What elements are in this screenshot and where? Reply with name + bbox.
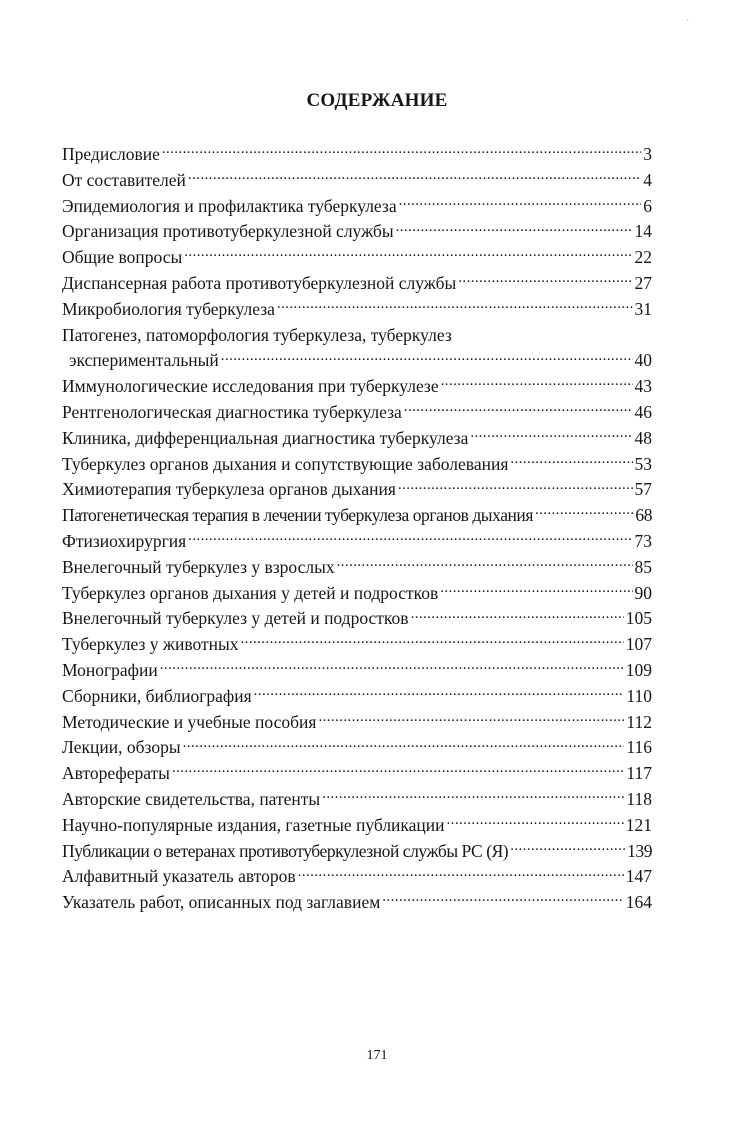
toc-entry-page: 27 — [634, 272, 652, 293]
toc-entry-label: Внелегочный туберкулез у взрослых — [62, 556, 335, 577]
toc-leader-dots — [402, 400, 633, 418]
toc-entry[interactable] — [62, 245, 652, 271]
toc-entry-label: От составителей — [62, 169, 186, 190]
toc-entry-page: 121 — [625, 814, 652, 835]
toc-entry[interactable] — [62, 452, 652, 478]
toc-entry[interactable] — [62, 297, 652, 323]
toc-entry-label: Туберкулез органов дыхания и сопутствующие заболевания — [62, 453, 509, 474]
toc-entry[interactable] — [62, 684, 652, 710]
toc-entry-page: 4 — [643, 169, 652, 190]
toc-leader-dots — [239, 633, 624, 651]
toc-entry-page: 3 — [643, 144, 652, 164]
toc-leader-dots — [396, 478, 633, 496]
toc-entry-label: Сборники, библиография — [62, 685, 252, 706]
toc-entry-page: 109 — [625, 659, 652, 680]
toc-leader-dots — [170, 762, 624, 780]
toc-entry-page: 147 — [625, 866, 652, 887]
table-of-contents — [62, 142, 652, 916]
toc-leader-dots — [397, 194, 642, 212]
toc-entry-page: 118 — [626, 788, 652, 809]
toc-entry[interactable] — [62, 426, 652, 452]
toc-entry[interactable] — [62, 142, 652, 168]
toc-entry-first-line[interactable]: Патогенез, патоморфология туберкулеза, туберкулез — [62, 324, 452, 345]
toc-leader-dots — [316, 710, 624, 728]
toc-entry-label: Внелегочный туберкулез у детей и подростков — [62, 608, 409, 629]
toc-leader-dots — [409, 607, 624, 625]
toc-leader-dots — [186, 529, 632, 547]
toc-leader-dots — [186, 168, 641, 186]
toc-entry-label: Общие вопросы — [62, 247, 183, 268]
toc-entry[interactable] — [62, 477, 652, 503]
page-number: 171 — [366, 1048, 388, 1063]
toc-entry-label: Монографии — [62, 659, 158, 680]
toc-entry-page: 68 — [635, 505, 652, 526]
toc-entry[interactable] — [62, 710, 652, 736]
toc-leader-dots — [445, 813, 624, 831]
toc-leader-dots — [438, 581, 632, 599]
toc-leader-dots — [182, 246, 632, 264]
toc-entry[interactable] — [62, 168, 652, 194]
toc-entry-label: экспериментальный — [69, 350, 219, 371]
toc-leader-dots — [158, 658, 624, 676]
toc-entry-page: 112 — [626, 711, 652, 732]
toc-entry-label: Диспансерная работа противотуберкулезной службы — [62, 272, 457, 293]
toc-entry-page: 57 — [634, 479, 652, 500]
toc-entry-label: Методические и учебные пособия — [62, 711, 317, 732]
toc-leader-dots — [380, 891, 623, 909]
toc-entry-page: 105 — [625, 608, 652, 629]
toc-leader-dots — [252, 684, 625, 702]
toc-entry[interactable] — [62, 735, 652, 761]
toc-entry-page: 48 — [634, 427, 652, 448]
toc-entry-page: 46 — [634, 401, 652, 422]
toc-entry-page: 107 — [625, 634, 652, 655]
toc-leader-dots — [456, 271, 632, 289]
toc-leader-dots — [181, 736, 625, 754]
toc-leader-dots — [508, 452, 632, 470]
toc-entry-page: 73 — [634, 530, 652, 551]
toc-entry-label: Лекции, обзоры — [62, 737, 181, 758]
toc-entry-page: 116 — [626, 737, 652, 758]
toc-entry[interactable] — [62, 555, 652, 581]
toc-entry[interactable] — [62, 839, 652, 865]
toc-leader-dots — [394, 220, 633, 238]
toc-entry-label: Иммунологические исследования при туберкулезе — [62, 376, 439, 397]
toc-leader-dots — [275, 297, 633, 315]
toc-entry[interactable] — [62, 606, 652, 632]
toc-entry-page: 117 — [626, 763, 652, 784]
toc-leader-dots — [219, 349, 633, 367]
toc-entry-label: Публикации о ветеранах противотуберкулезной службы РС (Я) — [62, 840, 509, 861]
toc-entry-label: Туберкулез у животных — [62, 634, 239, 655]
toc-leader-dots — [508, 839, 625, 857]
toc-entry-page: 40 — [634, 350, 652, 371]
toc-entry-page: 6 — [643, 195, 652, 216]
toc-entry-page: 85 — [634, 556, 652, 577]
toc-entry[interactable] — [62, 658, 652, 684]
toc-leader-dots — [320, 787, 624, 805]
toc-entry-label: Химиотерапия туберкулеза органов дыхания — [62, 479, 396, 500]
toc-entry[interactable] — [62, 813, 652, 839]
toc-entry-label: Авторские свидетельства, патенты — [62, 788, 321, 809]
toc-entry-label: Указатель работ, описанных под заглавием — [62, 892, 381, 913]
toc-entry[interactable] — [62, 219, 652, 245]
toc-entry[interactable] — [62, 503, 652, 529]
toc-entry-label: Туберкулез органов дыхания у детей и подростков — [62, 582, 439, 603]
toc-entry-label: Клиника, дифференциальная диагностика туберкулеза — [62, 427, 469, 448]
toc-leader-dots — [468, 426, 632, 444]
toc-entry-label: Организация противотуберкулезной службы — [62, 221, 394, 242]
toc-leader-dots — [533, 504, 633, 522]
toc-entry-page: 43 — [634, 376, 652, 397]
toc-entry-label: Научно-популярные издания, газетные публикации — [62, 814, 445, 835]
toc-entry-label: Авторефераты — [62, 763, 170, 784]
toc-entry[interactable] — [62, 400, 652, 426]
scan-mark: · — [686, 16, 690, 27]
toc-entry[interactable] — [62, 864, 652, 890]
toc-leader-dots — [296, 865, 624, 883]
toc-leader-dots — [335, 555, 633, 573]
toc-leader-dots — [439, 375, 633, 393]
toc-entry[interactable] — [62, 890, 652, 916]
toc-entry-page: 164 — [625, 892, 652, 913]
toc-entry-label: Эпидемиология и профилактика туберкулеза — [62, 195, 397, 216]
toc-entry-label: Микробиология туберкулеза — [62, 298, 275, 319]
toc-leader-dots — [160, 143, 641, 161]
toc-entry-page: 14 — [634, 221, 652, 242]
toc-entry[interactable] — [62, 374, 652, 400]
toc-entry-label: Предисловие — [62, 144, 160, 164]
toc-entry-page: 139 — [627, 840, 652, 861]
toc-entry-page: 22 — [634, 247, 652, 268]
page-title: СОДЕРЖАНИЕ — [306, 90, 448, 111]
toc-entry[interactable] — [62, 194, 652, 220]
toc-entry-page: 31 — [634, 298, 652, 319]
toc-entry[interactable] — [62, 348, 652, 374]
toc-entry[interactable] — [62, 632, 652, 658]
toc-entry-page: 90 — [634, 582, 652, 603]
toc-entry[interactable] — [62, 787, 652, 813]
toc-entry[interactable] — [62, 761, 652, 787]
toc-entry[interactable] — [62, 581, 652, 607]
toc-entry[interactable] — [62, 529, 652, 555]
toc-entry-label: Рентгенологическая диагностика туберкулеза — [62, 401, 402, 422]
toc-entry[interactable] — [62, 271, 652, 297]
toc-entry-page: 53 — [634, 453, 652, 474]
toc-entry-page: 110 — [626, 685, 652, 706]
toc-entry-label: Алфавитный указатель авторов — [62, 866, 296, 887]
toc-entry-label: Патогенетическая терапия в лечении туберкулеза органов дыхания — [62, 505, 533, 526]
toc-entry-label: Фтизиохирургия — [62, 530, 187, 551]
